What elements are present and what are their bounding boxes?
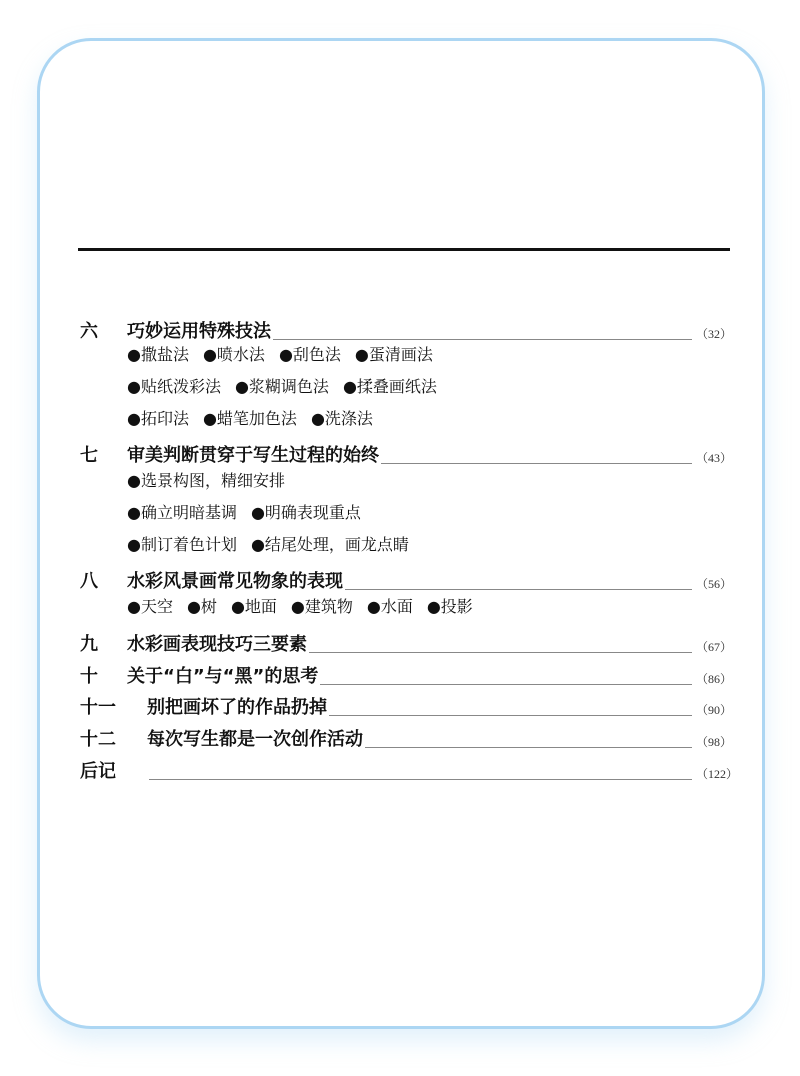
subsection-item[interactable]: ●确立明暗基调 xyxy=(127,503,237,522)
chapter-number: 七 xyxy=(80,445,98,466)
chapter-title: 水彩风景画常见物象的表现 xyxy=(127,571,343,592)
leader-line xyxy=(365,747,692,748)
subsection-item[interactable]: ●刮色法 xyxy=(278,345,341,364)
subsection-item[interactable]: ●喷水法 xyxy=(202,345,265,364)
chapter-number: 九 xyxy=(80,634,98,655)
subsection-item[interactable]: ●贴纸泼彩法 xyxy=(127,377,221,396)
page-number: （86） xyxy=(696,672,733,686)
page-number: （32） xyxy=(696,327,733,341)
toc-entry[interactable] xyxy=(80,569,732,593)
subsection-item[interactable]: ●选景构图，精细安排 xyxy=(127,471,285,490)
subsection-item[interactable]: ●洗涤法 xyxy=(310,409,373,428)
subsection-item[interactable]: ●建筑物 xyxy=(290,597,353,616)
subsection-item[interactable]: ●拓印法 xyxy=(127,409,189,428)
leader-line xyxy=(149,779,692,780)
leader-line xyxy=(309,652,692,653)
chapter-number: 后记 xyxy=(80,761,116,782)
page-number: （90） xyxy=(696,703,733,717)
subsection-item[interactable]: ●天空 xyxy=(127,597,173,616)
subsection-item[interactable]: ●制订着色计划 xyxy=(127,535,237,554)
subsection-line xyxy=(127,597,473,617)
leader-line xyxy=(345,589,692,590)
chapter-title: 每次写生都是一次创作活动 xyxy=(147,729,363,750)
subsection-item[interactable]: ●浆糊调色法 xyxy=(234,377,329,396)
header-rule xyxy=(78,248,730,251)
leader-line xyxy=(329,715,692,716)
chapter-number: 八 xyxy=(80,571,98,592)
leader-line xyxy=(320,684,692,685)
subsection-item[interactable]: ●水面 xyxy=(366,597,413,616)
chapter-title: 别把画坏了的作品扔掉 xyxy=(147,697,327,718)
subsection-line xyxy=(127,345,433,365)
chapter-number: 十一 xyxy=(80,697,116,718)
subsection-item[interactable]: ●投影 xyxy=(426,597,473,616)
leader-line xyxy=(273,339,692,340)
page-number: （122） xyxy=(696,767,739,781)
subsection-item[interactable]: ●撒盐法 xyxy=(127,345,189,364)
leader-line xyxy=(381,463,692,464)
subsection-item[interactable]: ●揉叠画纸法 xyxy=(342,377,437,396)
page-number: （43） xyxy=(696,451,733,465)
subsection-item[interactable]: ●蜡笔加色法 xyxy=(202,409,297,428)
toc-entry[interactable] xyxy=(80,695,732,719)
subsection-item[interactable]: ●明确表现重点 xyxy=(250,503,361,522)
chapter-title: 关于“白”与“黑”的思考 xyxy=(127,666,319,687)
page-number: （98） xyxy=(696,735,733,749)
toc-entry[interactable] xyxy=(80,443,732,467)
chapter-title: 水彩画表现技巧三要素 xyxy=(127,634,307,655)
chapter-number: 六 xyxy=(80,321,98,342)
subsection-item[interactable]: ●结尾处理，画龙点睛 xyxy=(250,535,409,554)
page-card xyxy=(37,38,765,1029)
subsection-item[interactable]: ●树 xyxy=(186,597,217,616)
chapter-title: 巧妙运用特殊技法 xyxy=(127,321,271,342)
page-number: （67） xyxy=(696,640,733,654)
toc-entry[interactable] xyxy=(80,319,732,343)
subsection-item[interactable]: ●蛋清画法 xyxy=(354,345,433,364)
toc-entry[interactable] xyxy=(80,632,732,656)
chapter-number: 十 xyxy=(80,666,98,687)
toc-entry[interactable] xyxy=(80,759,739,783)
subsection-line xyxy=(127,471,285,491)
page-number: （56） xyxy=(696,577,733,591)
chapter-title: 审美判断贯穿于写生过程的始终 xyxy=(127,445,379,466)
toc-entry[interactable] xyxy=(80,664,732,688)
chapter-number: 十二 xyxy=(80,729,116,750)
subsection-item[interactable]: ●地面 xyxy=(230,597,277,616)
subsection-line xyxy=(127,409,373,429)
toc-entry[interactable] xyxy=(80,727,732,751)
subsection-line xyxy=(127,377,437,397)
subsection-line xyxy=(127,535,409,555)
subsection-line xyxy=(127,503,361,523)
